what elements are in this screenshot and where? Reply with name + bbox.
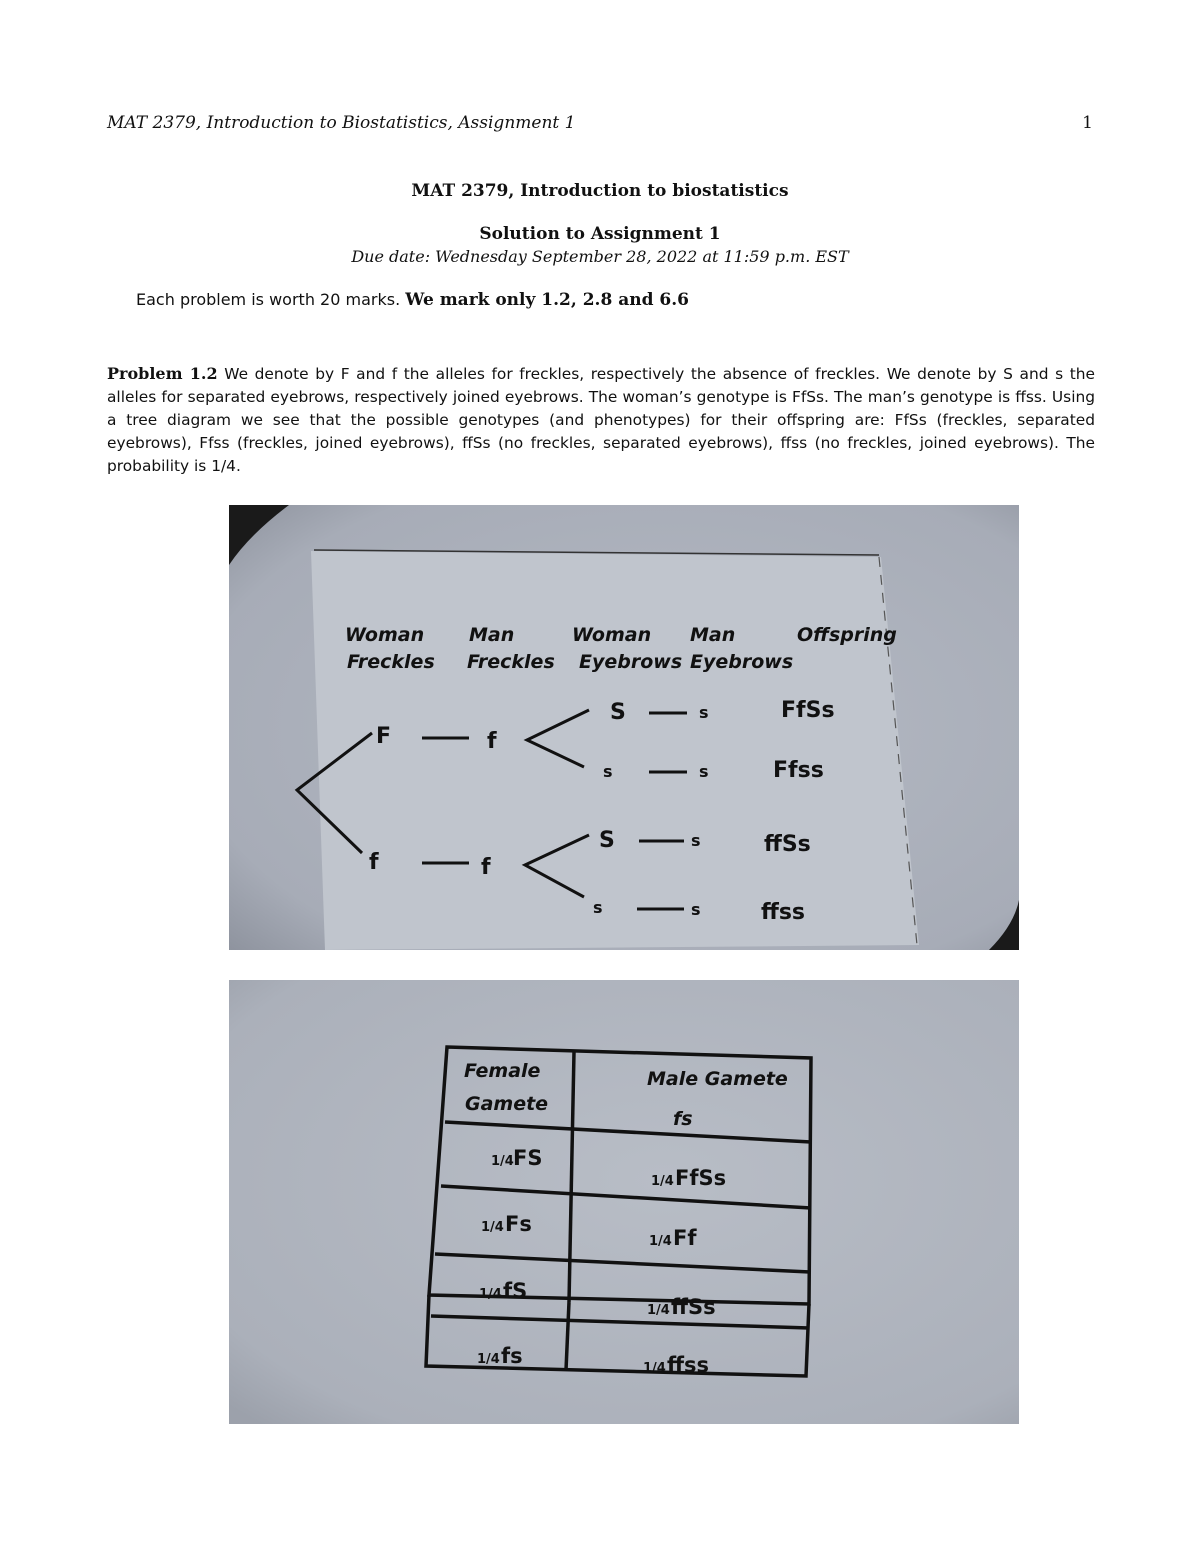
problem-body: We denote by F and f the alleles for freckles, respectively the absence of freckles. We denote by S and s the alleles for separated eyebrows, respectively joined eyebrows. The woman’s genotype is FfSs. The man’s genotype is ffss. Using a tree diagram we see that the possible genotypes (and phenotypes) for their offspring are: FfSs (freckles, separated eyebrows), Ffss (freckles, joined eyebrows), ffSs (no freckles, separated eyebrows), ffss (no freckles, joined eyebrows). The probability is 1/4. xyxy=(107,365,1095,475)
tree-diagram-photo xyxy=(229,505,1019,950)
tree-header-woman-eyebrows-1: Woman xyxy=(572,624,652,646)
table-row-2-male: ffSs xyxy=(671,1295,716,1319)
tree-header-man-eyebrows-2: Eyebrows xyxy=(690,651,794,673)
table-row-1-fraction-male: 1/4 xyxy=(649,1234,672,1249)
course-title: MAT 2379, Introduction to biostatistics xyxy=(411,181,789,201)
table-col2-header-2: fs xyxy=(673,1108,693,1130)
table-row-2-fraction-male: 1/4 xyxy=(647,1303,670,1318)
table-col1-header-1: Female xyxy=(464,1060,541,1082)
table-row-0-female: FS xyxy=(513,1146,543,1170)
table-row-1-fraction: 1/4 xyxy=(481,1220,504,1235)
gamete-table-photo xyxy=(229,980,1019,1424)
tree-offspring-1: Ffss xyxy=(773,758,824,783)
tree-woman-freckles-1: f xyxy=(369,850,379,875)
tree-header-woman-freckles-1: Woman xyxy=(345,624,425,646)
tree-man-eyebrows-3: s xyxy=(691,900,701,919)
table-row-0-fraction: 1/4 xyxy=(491,1154,514,1169)
table-row-1-male: Ff xyxy=(673,1226,697,1250)
tree-header-woman-eyebrows-2: Eyebrows xyxy=(579,651,683,673)
marks-line xyxy=(136,290,689,310)
problem-paragraph xyxy=(107,362,1095,478)
marks-emphasis: We mark only 1.2, 2.8 and 6.6 xyxy=(405,290,689,310)
table-row-0-fraction-male: 1/4 xyxy=(651,1174,674,1189)
table-row-2-female: fS xyxy=(503,1279,528,1303)
marks-text: Each problem is worth 20 marks. xyxy=(136,290,401,309)
due-date: Due date: Wednesday September 28, 2022 at 11:59 p.m. EST xyxy=(351,247,849,266)
tree-man-freckles-0: f xyxy=(487,729,497,754)
tree-woman-eyebrows-1: s xyxy=(603,762,613,781)
tree-woman-eyebrows-0: S xyxy=(610,700,626,725)
solution-title: Solution to Assignment 1 xyxy=(479,224,721,244)
tree-header-man-freckles-1: Man xyxy=(469,624,515,646)
table-col2-header-1: Male Gamete xyxy=(647,1068,788,1090)
tree-woman-freckles-0: F xyxy=(376,724,392,749)
tree-offspring-0: FfSs xyxy=(781,698,835,723)
tree-offspring-3: ffss xyxy=(761,900,806,925)
tree-header-offspring: Offspring xyxy=(797,624,897,646)
table-row-3-male: ffss xyxy=(667,1353,710,1377)
table-row-3-fraction-male: 1/4 xyxy=(643,1361,666,1376)
tree-header-woman-freckles-2: Freckles xyxy=(347,651,435,673)
page-number: 1 xyxy=(1082,113,1093,133)
tree-offspring-2: ffSs xyxy=(764,832,811,857)
tree-woman-eyebrows-3: s xyxy=(593,898,603,917)
tree-man-eyebrows-1: s xyxy=(699,762,709,781)
table-row-2-fraction: 1/4 xyxy=(479,1287,502,1302)
tree-header-man-freckles-2: Freckles xyxy=(467,651,555,673)
table-row-3-fraction: 1/4 xyxy=(477,1352,500,1367)
tree-header-man-eyebrows-1: Man xyxy=(690,624,736,646)
tree-man-eyebrows-2: s xyxy=(691,831,701,850)
table-row-3-female: fs xyxy=(501,1344,523,1368)
running-head xyxy=(107,113,1093,137)
running-title: MAT 2379, Introduction to Biostatistics, Assignment 1 xyxy=(107,113,576,133)
tree-man-freckles-1: f xyxy=(481,855,491,880)
table-row-0-male: FfSs xyxy=(675,1166,727,1190)
table-row-1-female: Fs xyxy=(505,1212,532,1236)
problem-label: Problem 1.2 xyxy=(107,364,218,383)
tree-woman-eyebrows-2: S xyxy=(599,828,615,853)
table-col1-header-2: Gamete xyxy=(465,1093,549,1115)
tree-man-eyebrows-0: s xyxy=(699,703,709,722)
